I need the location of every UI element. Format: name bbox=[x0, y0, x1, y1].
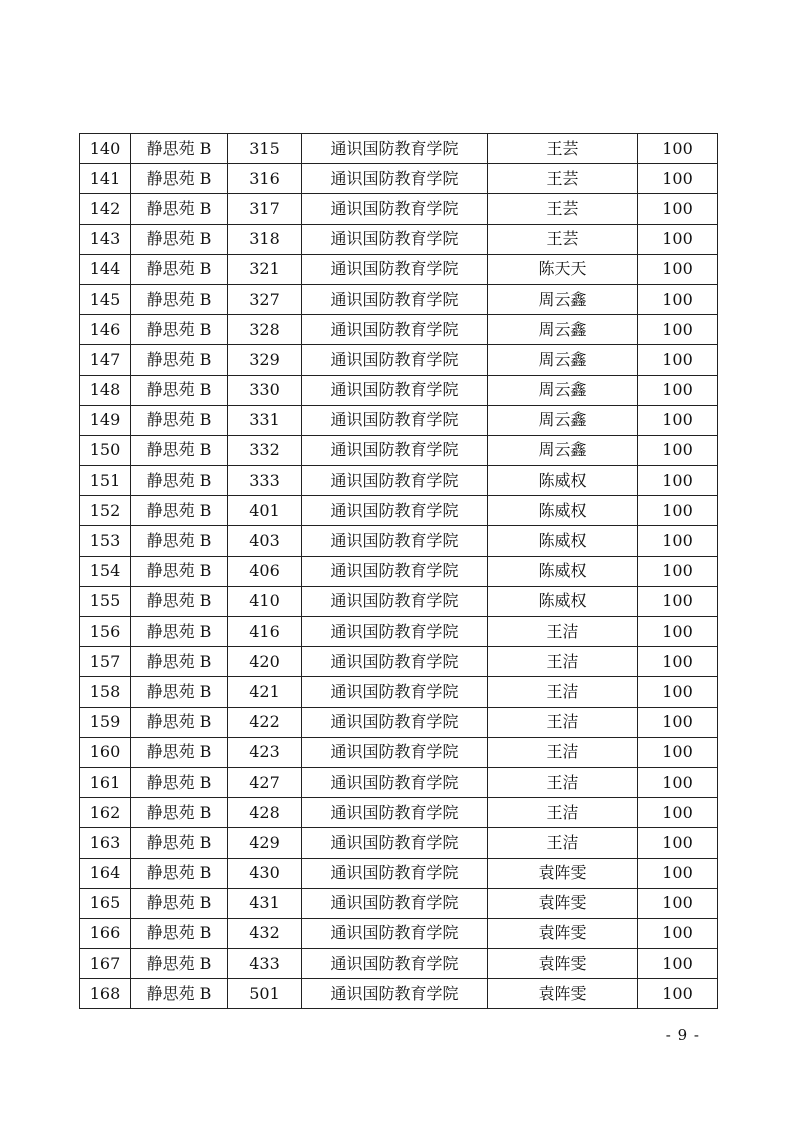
room-table bbox=[79, 133, 718, 1009]
college-cell: 通识国防教育学院 bbox=[302, 556, 488, 586]
college-cell: 通识国防教育学院 bbox=[302, 858, 488, 888]
building-cell: 静思苑 B bbox=[131, 767, 228, 797]
college-cell: 通识国防教育学院 bbox=[302, 737, 488, 767]
person-name-cell: 陈威权 bbox=[488, 526, 638, 556]
row-index-cell: 150 bbox=[80, 435, 131, 465]
row-index-cell: 152 bbox=[80, 496, 131, 526]
row-index-cell: 156 bbox=[80, 617, 131, 647]
college-cell: 通识国防教育学院 bbox=[302, 254, 488, 284]
score-cell: 100 bbox=[638, 315, 718, 345]
row-index-cell: 161 bbox=[80, 767, 131, 797]
college-cell: 通识国防教育学院 bbox=[302, 134, 488, 164]
room-number-cell: 401 bbox=[228, 496, 302, 526]
row-index-cell: 141 bbox=[80, 164, 131, 194]
score-cell: 100 bbox=[638, 405, 718, 435]
score-cell: 100 bbox=[638, 284, 718, 314]
room-number-cell: 432 bbox=[228, 918, 302, 948]
person-name-cell: 王洁 bbox=[488, 707, 638, 737]
room-number-cell: 317 bbox=[228, 194, 302, 224]
score-cell: 100 bbox=[638, 979, 718, 1009]
row-index-cell: 155 bbox=[80, 586, 131, 616]
table-row bbox=[80, 737, 718, 767]
row-index-cell: 166 bbox=[80, 918, 131, 948]
building-cell: 静思苑 B bbox=[131, 858, 228, 888]
person-name-cell: 王芸 bbox=[488, 224, 638, 254]
person-name-cell: 周云鑫 bbox=[488, 375, 638, 405]
college-cell: 通识国防教育学院 bbox=[302, 435, 488, 465]
college-cell: 通识国防教育学院 bbox=[302, 375, 488, 405]
table-row bbox=[80, 949, 718, 979]
row-index-cell: 159 bbox=[80, 707, 131, 737]
room-number-cell: 430 bbox=[228, 858, 302, 888]
room-number-cell: 333 bbox=[228, 466, 302, 496]
room-number-cell: 331 bbox=[228, 405, 302, 435]
row-index-cell: 149 bbox=[80, 405, 131, 435]
person-name-cell: 王洁 bbox=[488, 647, 638, 677]
college-cell: 通识国防教育学院 bbox=[302, 707, 488, 737]
room-number-cell: 410 bbox=[228, 586, 302, 616]
room-number-cell: 328 bbox=[228, 315, 302, 345]
score-cell: 100 bbox=[638, 586, 718, 616]
table-row bbox=[80, 224, 718, 254]
room-number-cell: 316 bbox=[228, 164, 302, 194]
table-row bbox=[80, 194, 718, 224]
person-name-cell: 周云鑫 bbox=[488, 284, 638, 314]
table-row bbox=[80, 556, 718, 586]
table-row bbox=[80, 345, 718, 375]
table-row bbox=[80, 979, 718, 1009]
room-number-cell: 421 bbox=[228, 677, 302, 707]
room-number-cell: 315 bbox=[228, 134, 302, 164]
room-number-cell: 429 bbox=[228, 828, 302, 858]
building-cell: 静思苑 B bbox=[131, 466, 228, 496]
row-index-cell: 144 bbox=[80, 254, 131, 284]
row-index-cell: 160 bbox=[80, 737, 131, 767]
table-row bbox=[80, 254, 718, 284]
row-index-cell: 147 bbox=[80, 345, 131, 375]
college-cell: 通识国防教育学院 bbox=[302, 164, 488, 194]
person-name-cell: 袁阵雯 bbox=[488, 888, 638, 918]
row-index-cell: 148 bbox=[80, 375, 131, 405]
room-number-cell: 406 bbox=[228, 556, 302, 586]
college-cell: 通识国防教育学院 bbox=[302, 918, 488, 948]
room-number-cell: 327 bbox=[228, 284, 302, 314]
row-index-cell: 140 bbox=[80, 134, 131, 164]
score-cell: 100 bbox=[638, 194, 718, 224]
score-cell: 100 bbox=[638, 224, 718, 254]
score-cell: 100 bbox=[638, 375, 718, 405]
building-cell: 静思苑 B bbox=[131, 918, 228, 948]
room-number-cell: 422 bbox=[228, 707, 302, 737]
table-row bbox=[80, 496, 718, 526]
college-cell: 通识国防教育学院 bbox=[302, 194, 488, 224]
table-row bbox=[80, 707, 718, 737]
table-row bbox=[80, 586, 718, 616]
college-cell: 通识国防教育学院 bbox=[302, 617, 488, 647]
score-cell: 100 bbox=[638, 617, 718, 647]
table-row bbox=[80, 164, 718, 194]
row-index-cell: 157 bbox=[80, 647, 131, 677]
score-cell: 100 bbox=[638, 737, 718, 767]
person-name-cell: 袁阵雯 bbox=[488, 979, 638, 1009]
college-cell: 通识国防教育学院 bbox=[302, 586, 488, 616]
college-cell: 通识国防教育学院 bbox=[302, 677, 488, 707]
room-number-cell: 428 bbox=[228, 798, 302, 828]
college-cell: 通识国防教育学院 bbox=[302, 345, 488, 375]
building-cell: 静思苑 B bbox=[131, 134, 228, 164]
person-name-cell: 王洁 bbox=[488, 617, 638, 647]
building-cell: 静思苑 B bbox=[131, 647, 228, 677]
person-name-cell: 王洁 bbox=[488, 828, 638, 858]
college-cell: 通识国防教育学院 bbox=[302, 284, 488, 314]
person-name-cell: 袁阵雯 bbox=[488, 858, 638, 888]
person-name-cell: 袁阵雯 bbox=[488, 918, 638, 948]
room-number-cell: 332 bbox=[228, 435, 302, 465]
row-index-cell: 143 bbox=[80, 224, 131, 254]
score-cell: 100 bbox=[638, 707, 718, 737]
person-name-cell: 王芸 bbox=[488, 164, 638, 194]
room-number-cell: 423 bbox=[228, 737, 302, 767]
person-name-cell: 周云鑫 bbox=[488, 345, 638, 375]
table-row bbox=[80, 315, 718, 345]
person-name-cell: 王洁 bbox=[488, 677, 638, 707]
building-cell: 静思苑 B bbox=[131, 888, 228, 918]
person-name-cell: 陈威权 bbox=[488, 466, 638, 496]
table-row bbox=[80, 134, 718, 164]
college-cell: 通识国防教育学院 bbox=[302, 647, 488, 677]
row-index-cell: 162 bbox=[80, 798, 131, 828]
table-row bbox=[80, 647, 718, 677]
person-name-cell: 王洁 bbox=[488, 798, 638, 828]
room-number-cell: 501 bbox=[228, 979, 302, 1009]
building-cell: 静思苑 B bbox=[131, 677, 228, 707]
row-index-cell: 154 bbox=[80, 556, 131, 586]
person-name-cell: 王洁 bbox=[488, 737, 638, 767]
room-number-cell: 431 bbox=[228, 888, 302, 918]
score-cell: 100 bbox=[638, 254, 718, 284]
score-cell: 100 bbox=[638, 888, 718, 918]
room-number-cell: 321 bbox=[228, 254, 302, 284]
building-cell: 静思苑 B bbox=[131, 375, 228, 405]
college-cell: 通识国防教育学院 bbox=[302, 405, 488, 435]
row-index-cell: 168 bbox=[80, 979, 131, 1009]
score-cell: 100 bbox=[638, 556, 718, 586]
person-name-cell: 周云鑫 bbox=[488, 315, 638, 345]
college-cell: 通识国防教育学院 bbox=[302, 224, 488, 254]
table-row bbox=[80, 858, 718, 888]
table-row bbox=[80, 526, 718, 556]
room-number-cell: 416 bbox=[228, 617, 302, 647]
score-cell: 100 bbox=[638, 164, 718, 194]
row-index-cell: 146 bbox=[80, 315, 131, 345]
table-row bbox=[80, 767, 718, 797]
table-row bbox=[80, 284, 718, 314]
building-cell: 静思苑 B bbox=[131, 194, 228, 224]
table-row bbox=[80, 798, 718, 828]
row-index-cell: 165 bbox=[80, 888, 131, 918]
building-cell: 静思苑 B bbox=[131, 737, 228, 767]
score-cell: 100 bbox=[638, 526, 718, 556]
building-cell: 静思苑 B bbox=[131, 556, 228, 586]
row-index-cell: 167 bbox=[80, 949, 131, 979]
table-row bbox=[80, 828, 718, 858]
score-cell: 100 bbox=[638, 767, 718, 797]
building-cell: 静思苑 B bbox=[131, 284, 228, 314]
building-cell: 静思苑 B bbox=[131, 435, 228, 465]
person-name-cell: 王洁 bbox=[488, 767, 638, 797]
score-cell: 100 bbox=[638, 798, 718, 828]
score-cell: 100 bbox=[638, 828, 718, 858]
score-cell: 100 bbox=[638, 466, 718, 496]
person-name-cell: 周云鑫 bbox=[488, 435, 638, 465]
building-cell: 静思苑 B bbox=[131, 828, 228, 858]
person-name-cell: 陈威权 bbox=[488, 586, 638, 616]
row-index-cell: 158 bbox=[80, 677, 131, 707]
room-number-cell: 330 bbox=[228, 375, 302, 405]
table-row bbox=[80, 405, 718, 435]
row-index-cell: 163 bbox=[80, 828, 131, 858]
table-row bbox=[80, 435, 718, 465]
person-name-cell: 袁阵雯 bbox=[488, 949, 638, 979]
college-cell: 通识国防教育学院 bbox=[302, 526, 488, 556]
building-cell: 静思苑 B bbox=[131, 345, 228, 375]
building-cell: 静思苑 B bbox=[131, 254, 228, 284]
building-cell: 静思苑 B bbox=[131, 224, 228, 254]
room-table-body bbox=[80, 134, 718, 1009]
building-cell: 静思苑 B bbox=[131, 526, 228, 556]
person-name-cell: 陈威权 bbox=[488, 496, 638, 526]
college-cell: 通识国防教育学院 bbox=[302, 949, 488, 979]
building-cell: 静思苑 B bbox=[131, 707, 228, 737]
college-cell: 通识国防教育学院 bbox=[302, 767, 488, 797]
row-index-cell: 142 bbox=[80, 194, 131, 224]
room-number-cell: 318 bbox=[228, 224, 302, 254]
person-name-cell: 陈威权 bbox=[488, 556, 638, 586]
score-cell: 100 bbox=[638, 949, 718, 979]
building-cell: 静思苑 B bbox=[131, 164, 228, 194]
row-index-cell: 151 bbox=[80, 466, 131, 496]
college-cell: 通识国防教育学院 bbox=[302, 798, 488, 828]
building-cell: 静思苑 B bbox=[131, 798, 228, 828]
table-row bbox=[80, 888, 718, 918]
row-index-cell: 145 bbox=[80, 284, 131, 314]
score-cell: 100 bbox=[638, 647, 718, 677]
building-cell: 静思苑 B bbox=[131, 586, 228, 616]
room-number-cell: 403 bbox=[228, 526, 302, 556]
page-number: - 9 - bbox=[665, 1026, 700, 1044]
person-name-cell: 陈天天 bbox=[488, 254, 638, 284]
room-number-cell: 427 bbox=[228, 767, 302, 797]
room-number-cell: 420 bbox=[228, 647, 302, 677]
building-cell: 静思苑 B bbox=[131, 617, 228, 647]
college-cell: 通识国防教育学院 bbox=[302, 828, 488, 858]
room-number-cell: 433 bbox=[228, 949, 302, 979]
building-cell: 静思苑 B bbox=[131, 405, 228, 435]
building-cell: 静思苑 B bbox=[131, 949, 228, 979]
table-row bbox=[80, 677, 718, 707]
room-number-cell: 329 bbox=[228, 345, 302, 375]
score-cell: 100 bbox=[638, 858, 718, 888]
building-cell: 静思苑 B bbox=[131, 979, 228, 1009]
score-cell: 100 bbox=[638, 677, 718, 707]
score-cell: 100 bbox=[638, 496, 718, 526]
score-cell: 100 bbox=[638, 918, 718, 948]
person-name-cell: 周云鑫 bbox=[488, 405, 638, 435]
person-name-cell: 王芸 bbox=[488, 134, 638, 164]
person-name-cell: 王芸 bbox=[488, 194, 638, 224]
row-index-cell: 164 bbox=[80, 858, 131, 888]
table-row bbox=[80, 466, 718, 496]
college-cell: 通识国防教育学院 bbox=[302, 315, 488, 345]
building-cell: 静思苑 B bbox=[131, 496, 228, 526]
college-cell: 通识国防教育学院 bbox=[302, 496, 488, 526]
table-row bbox=[80, 617, 718, 647]
college-cell: 通识国防教育学院 bbox=[302, 888, 488, 918]
score-cell: 100 bbox=[638, 435, 718, 465]
building-cell: 静思苑 B bbox=[131, 315, 228, 345]
row-index-cell: 153 bbox=[80, 526, 131, 556]
college-cell: 通识国防教育学院 bbox=[302, 466, 488, 496]
table-row bbox=[80, 918, 718, 948]
score-cell: 100 bbox=[638, 345, 718, 375]
college-cell: 通识国防教育学院 bbox=[302, 979, 488, 1009]
score-cell: 100 bbox=[638, 134, 718, 164]
table-row bbox=[80, 375, 718, 405]
